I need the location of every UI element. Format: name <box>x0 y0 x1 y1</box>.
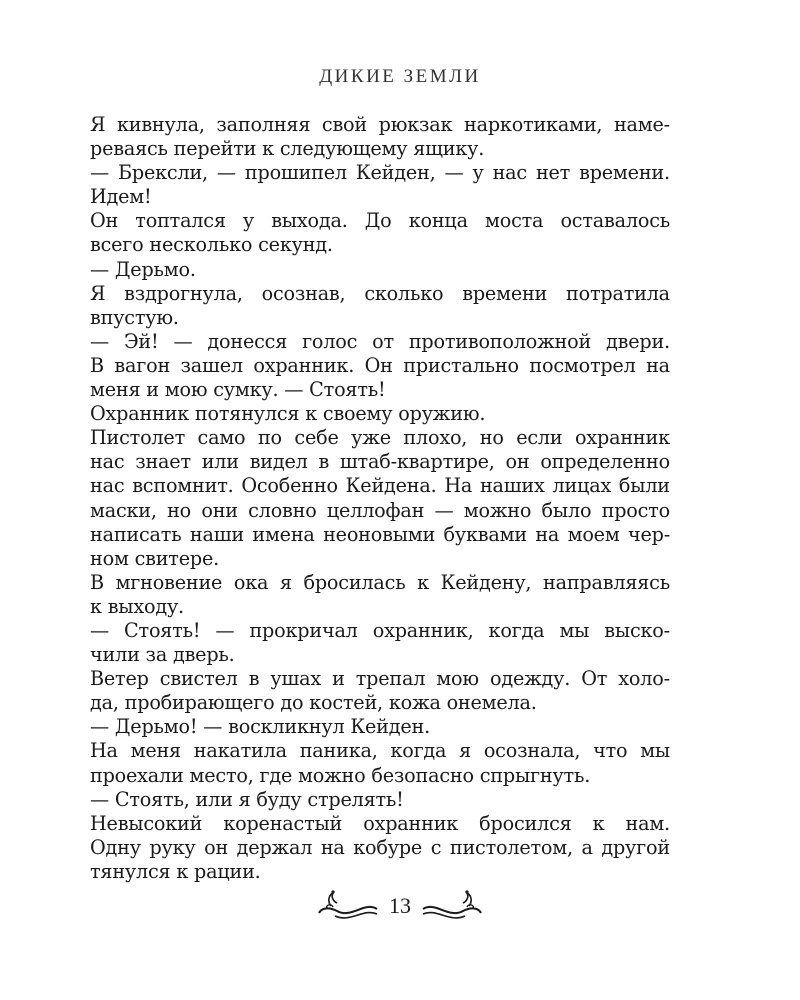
text-line: Он топтался у выхода. До конца моста оставалось <box>90 209 670 233</box>
text-line: тянулся к рации. <box>90 859 261 883</box>
text-line: нас знает или видел в штаб-квартире, он определенно <box>90 450 670 474</box>
text-line: Пистолет само по себе уже плохо, но если охранник <box>90 426 670 450</box>
body-text <box>90 113 670 884</box>
left-flourish-icon <box>317 889 379 923</box>
text-line: маски, но они словно целлофан — можно было просто <box>90 498 670 522</box>
text-line: меня и мою сумку. — Стоять! <box>90 378 386 402</box>
text-line: впустую. <box>90 305 179 329</box>
text-line: да, пробирающего до костей, кожа онемела. <box>90 691 537 715</box>
text-line: В вагон зашел охранник. Он пристально посмотрел на <box>90 353 670 377</box>
folio <box>0 886 800 926</box>
text-line: ном свитере. <box>90 546 220 570</box>
text-line: Невысокий коренастый охранник бросился к нам. <box>90 811 670 835</box>
text-line: чили за дверь. <box>90 643 235 667</box>
text-line: к выходу. <box>90 594 184 618</box>
page-number: 13 <box>389 893 411 918</box>
text-line: всего несколько секунд. <box>90 233 333 257</box>
text-line: — Дерьмо. <box>90 257 196 281</box>
text-line: Одну руку он держал на кобуре с пистолетом, а другой <box>90 835 670 859</box>
text-line: Я вздрогнула, осознав, сколько времени потратила <box>90 281 670 305</box>
text-line: нас вспомнит. Особенно Кейдена. На наших лицах были <box>90 474 670 498</box>
right-flourish-icon <box>421 889 483 923</box>
text-line: — Эй! — донесся голос от противоположной двери. <box>90 329 670 353</box>
text-line: реваясь перейти к следующему ящику. <box>90 137 485 161</box>
text-line: Идем! <box>90 185 152 209</box>
text-line: проехали место, где можно безопасно спрыгнуть. <box>90 763 591 787</box>
text-line: Я кивнула, заполняя свой рюкзак наркотиками, наме- <box>90 113 670 136</box>
text-line: — Дерьмо! — воскликнул Кейден. <box>90 715 431 739</box>
text-line: На меня накатила паника, когда я осознала, что мы <box>90 739 670 763</box>
text-line: Ветер свистел в ушах и трепал мою одежду. От холо- <box>90 667 670 691</box>
text-line: написать наши имена неоновыми буквами на моем чер- <box>90 522 670 546</box>
text-line: В мгновение ока я бросилась к Кейдену, направляясь <box>90 570 670 594</box>
text-line: Охранник потянулся к своему оружию. <box>90 402 486 426</box>
running-head: ДИКИЕ ЗЕМЛИ <box>319 66 481 87</box>
text-line: — Брексли, — прошипел Кейден, — у нас нет времени. <box>90 161 670 185</box>
text-line: — Стоять, или я буду стрелять! <box>90 787 404 811</box>
text-line: — Стоять! — прокричал охранник, когда мы выско- <box>90 618 670 642</box>
